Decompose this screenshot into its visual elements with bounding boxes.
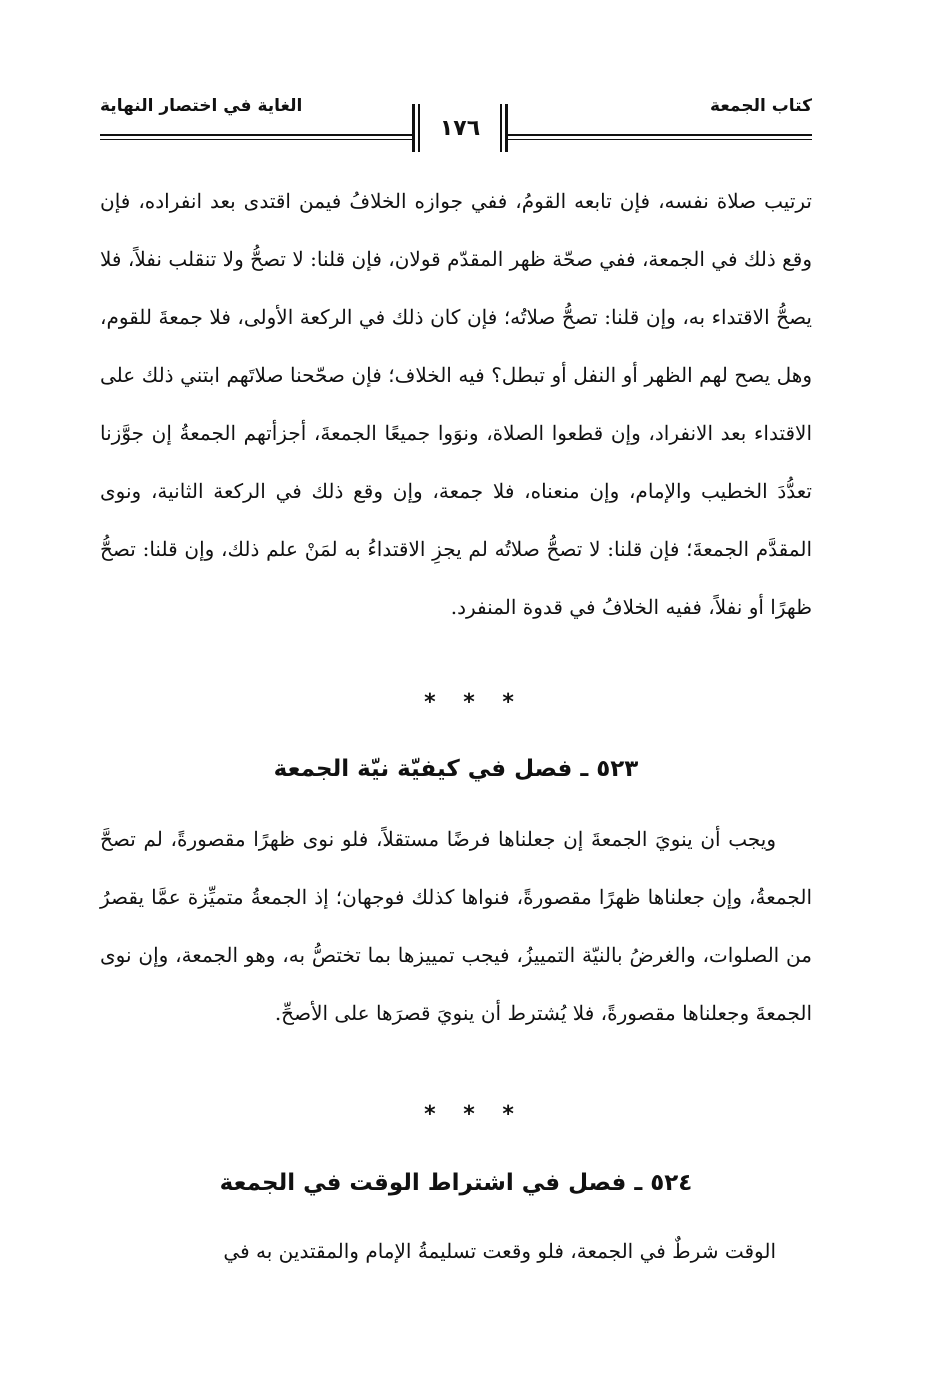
section-body (100, 1222, 812, 1280)
chapter-title: كتاب الجمعة (710, 96, 812, 116)
section-separator: * * * (424, 1102, 524, 1127)
book-title: الغاية في اختصار النهاية (100, 96, 303, 116)
section-heading: ٥٢٣ ـ فصل في كيفيّة نيّة الجمعة (273, 756, 639, 782)
paragraph-text: الوقت شرطٌ في الجمعة، فلو وقعت تسليمةُ الإمام والمقتدين به في (223, 1239, 776, 1263)
paragraph-text: ويجب أن ينويَ الجمعةَ إن جعلناها فرضًا مستقلاً، فلو نوى ظهرًا مقصورةً، لم تصحَّ الجمعةُ، وإن جعلناها ظهرًا مقصورةً، فنواها كذلك فوجهان؛ إذ الجمعةُ متميِّزة عمَّا يقصرُ من الصلوات، والغرضُ بالنيّة التمييزُ، فيجب تمييزها بما تختصُّ به، وهو الجمعة، وإن نوى الجمعةَ وجعلناها مقصورةً، فلا يُشترط أن ينويَ قصرَها على الأصحِّ. (100, 827, 812, 1025)
paragraph-continuation (100, 172, 812, 636)
page-number-box (412, 104, 508, 152)
section-separator: * * * (424, 690, 524, 715)
section-heading: ٥٢٤ ـ فصل في اشتراط الوقت في الجمعة (219, 1170, 693, 1196)
page-number: ١٧٦ (439, 116, 481, 141)
paragraph-text: ترتيب صلاة نفسه، فإن تابعه القومُ، ففي جوازه الخلافُ فيمن اقتدى بعد انفراده، فإن وقع ذلك في الجمعة، ففي صحّة ظهر المقدّم قولان، فإن قلنا: لا تصحُّ ولا تنقلب نفلاً، فلا يصحُّ الاقتداء به، وإن قلنا: تصحُّ صلاتُه؛ فإن كان ذلك في الركعة الأولى، فلا جمعةَ للقوم، وهل يصح لهم الظهر أو النفل أو تبطل؟ فيه الخلاف؛ فإن صحّحنا صلاتَهم ابتني ذلك على الاقتداء بعد الانفراد، وإن قطعوا الصلاة، ونوَوا جميعًا الجمعةَ، أجزأتهم الجمعةُ إن جوَّزنا تعدُّدَ الخطيب والإمام، وإن منعناه، فلا جمعة، وإن وقع ذلك في الركعة الثانية، ونوى المقدَّم الجمعةَ؛ فإن قلنا: لا تصحُّ صلاتُه لم يجزِ الاقتداءُ به لمَنْ علم ذلك، وإن قلنا: تصحُّ ظهرًا أو نفلاً، ففيه الخلافُ في قدوة المنفرد. (100, 189, 813, 619)
page-header (100, 92, 812, 154)
section-body (100, 810, 812, 1042)
